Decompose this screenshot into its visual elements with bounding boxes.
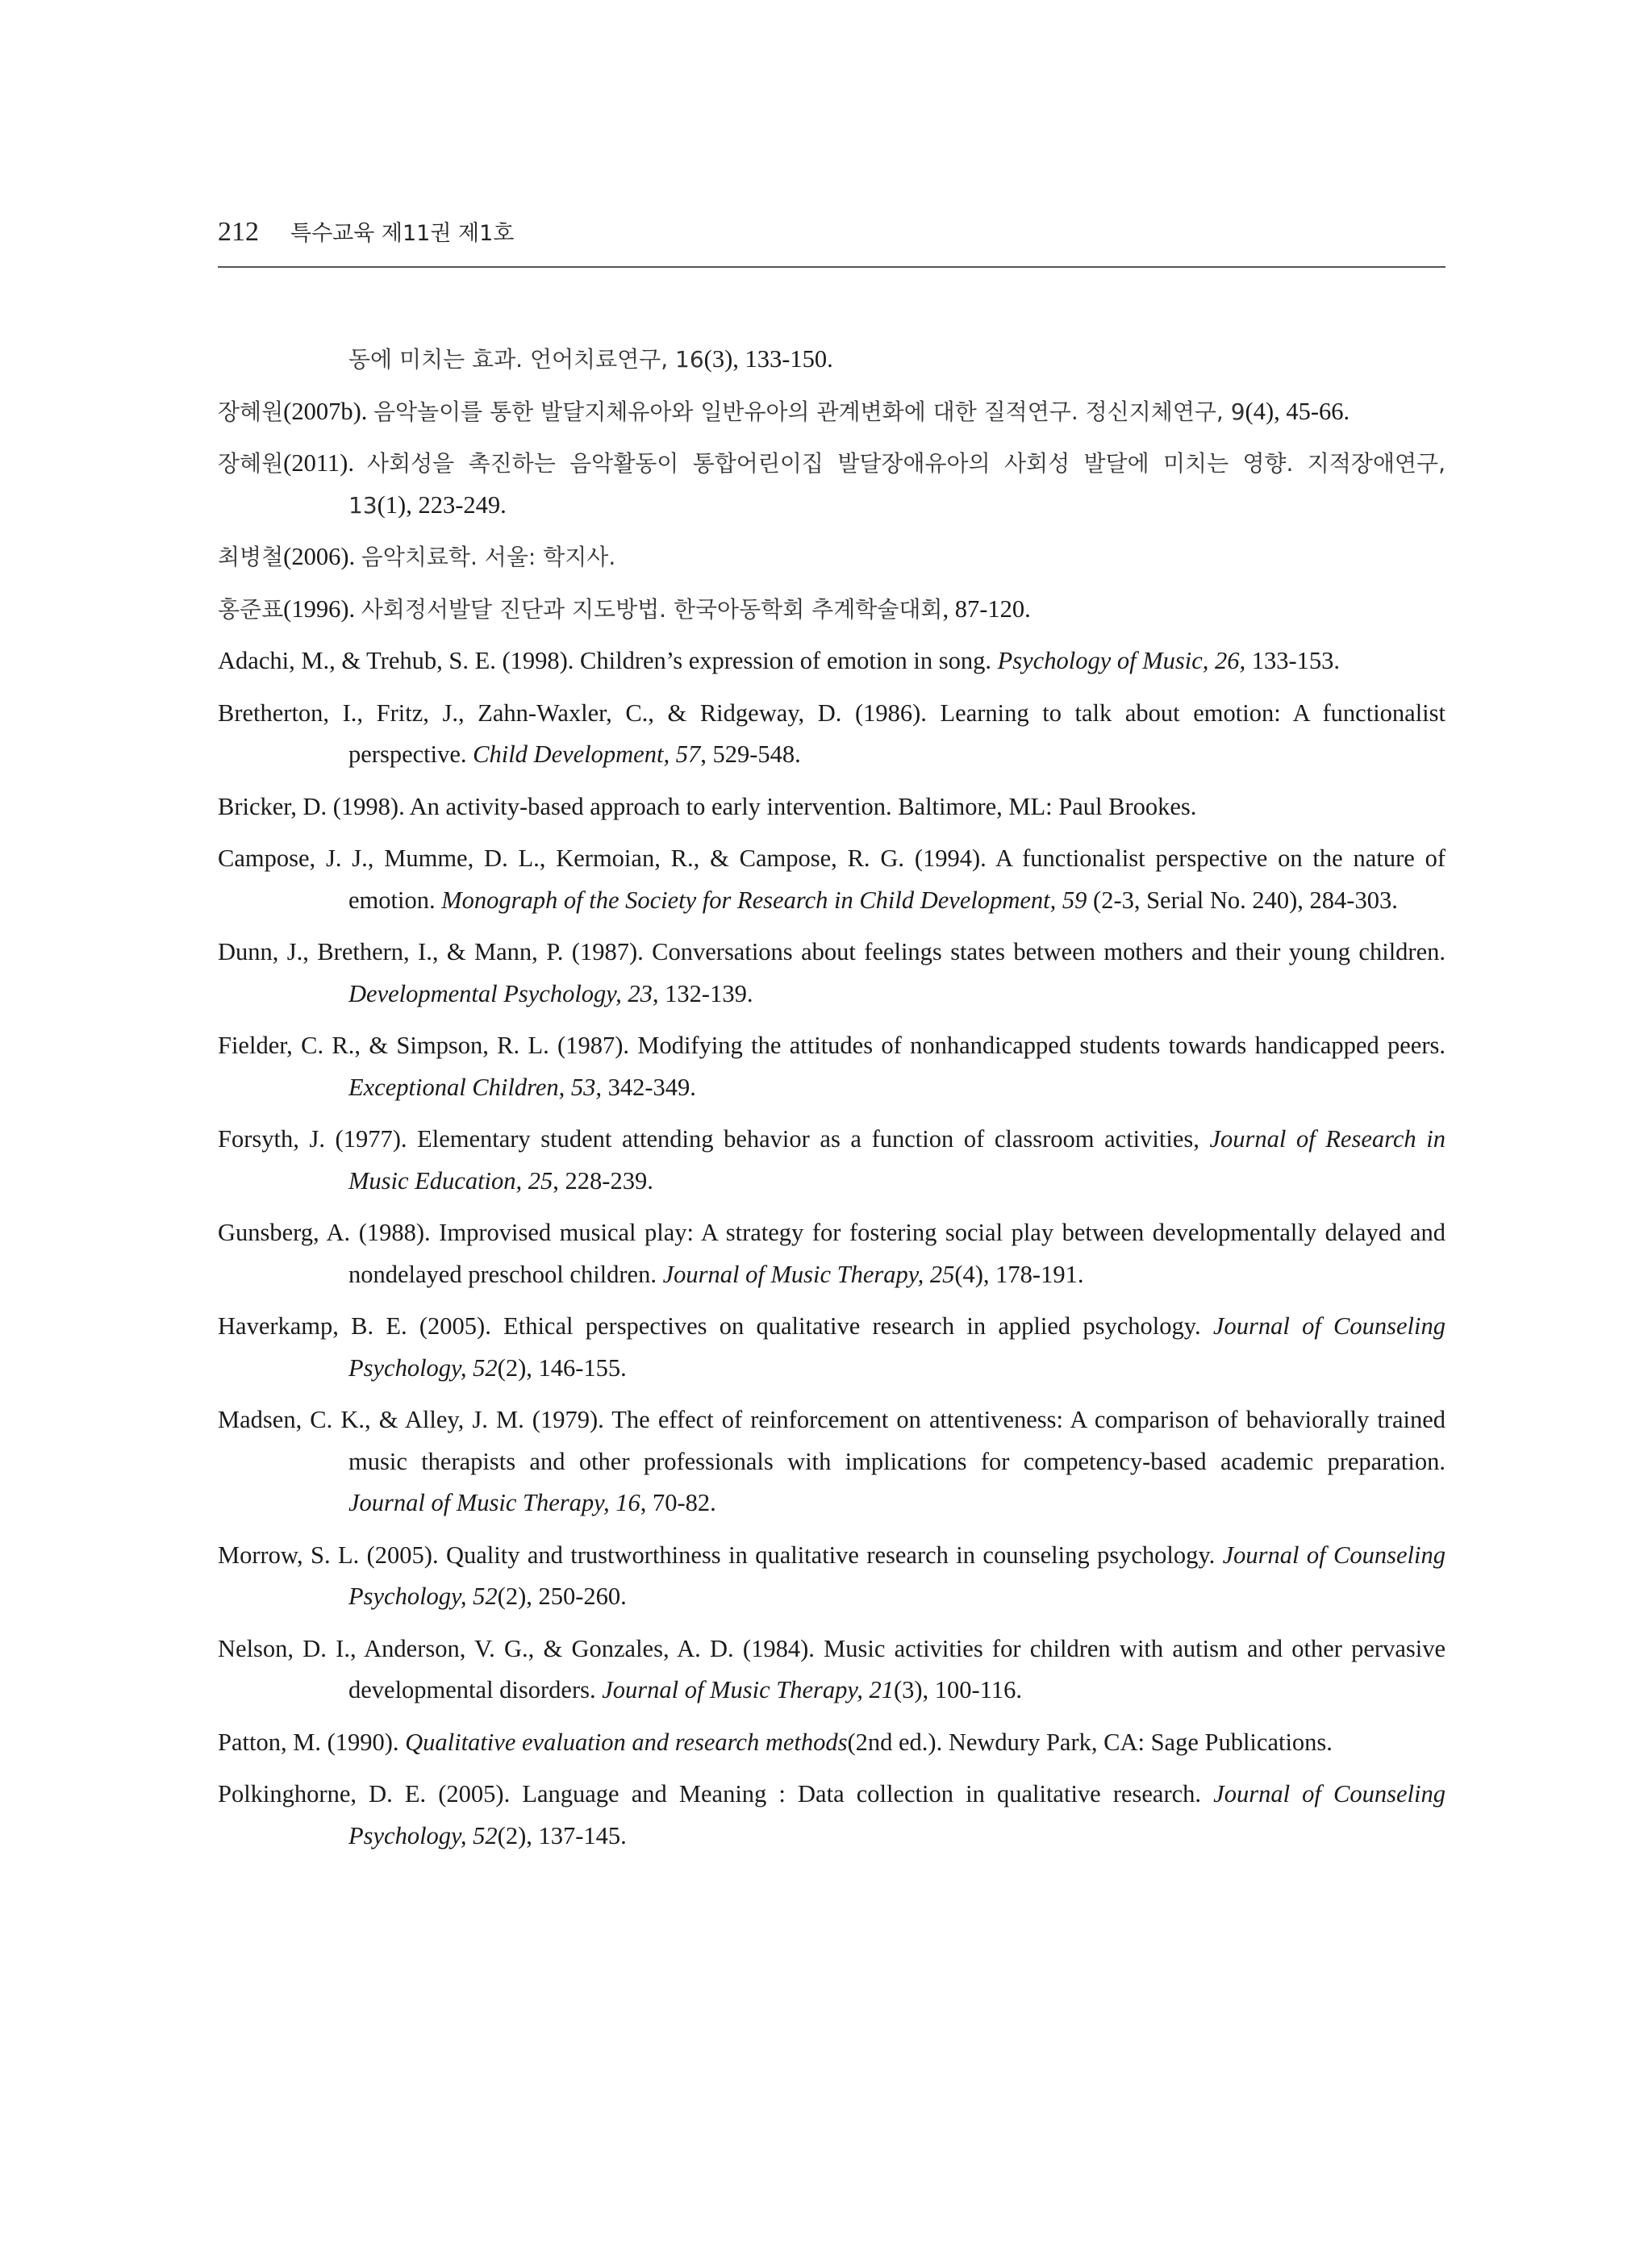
reference-entry — [218, 1722, 1446, 1764]
page-number: 212 — [218, 217, 259, 247]
reference-text: (1996). — [283, 594, 361, 623]
reference-text: (2), 137-145. — [497, 1821, 627, 1849]
reference-text: (3), 100-116. — [893, 1676, 1022, 1703]
reference-source-title: Journal of Counseling Psychology, 52 — [348, 1541, 1446, 1610]
reference-text: 최병철 — [218, 544, 284, 570]
reference-text: , 529-548. — [700, 740, 801, 768]
reference-source-title: Journal of Music Therapy, 25 — [662, 1260, 955, 1288]
reference-text: (2007b). — [283, 397, 373, 425]
reference-text: Polkinghorne, D. E. (2005). Language and Meaning : Data collection in qualitative research. — [218, 1780, 1214, 1808]
reference-text: (2006). — [283, 543, 361, 570]
reference-text: , 228-239. — [553, 1166, 653, 1195]
reference-entry — [218, 1774, 1446, 1857]
reference-entry — [218, 693, 1446, 776]
reference-text: Bricker, D. (1998). An activity-based approach to early intervention. Baltimore, ML: Paul Brookes. — [218, 792, 1197, 820]
reference-text: 홍준표 — [218, 595, 284, 623]
reference-source-title: Developmental Psychology, 23, — [348, 979, 659, 1007]
reference-source-title: Journal of Counseling Psychology, 52 — [348, 1312, 1446, 1382]
reference-source-title: Journal of Music Therapy, 21 — [602, 1676, 894, 1703]
journal-running-title: 특수교육 제11권 제1호 — [290, 221, 515, 246]
reference-text: (2-3, Serial No. 240), 284-303. — [1087, 886, 1398, 914]
reference-source-title: Child Development, 57 — [473, 740, 701, 768]
reference-entry — [218, 1025, 1446, 1108]
reference-list — [218, 339, 1446, 1867]
reference-entry — [218, 1535, 1446, 1618]
reference-text: 음악치료학. 서울: 학지사. — [361, 544, 616, 570]
reference-text: Haverkamp, B. E. (2005). Ethical perspectives on qualitative research in applied psychology. — [218, 1312, 1213, 1340]
reference-text: Gunsberg, A. (1988). Improvised musical play: A strategy for fostering social play between developmentally delayed and nondelayed preschool children. — [218, 1219, 1446, 1288]
reference-source-title: Monograph of the Society for Research in Child Development, 59 — [441, 886, 1087, 914]
reference-text: 장혜원 — [218, 398, 284, 425]
reference-entry — [218, 1306, 1446, 1389]
reference-text: 동에 미치는 효과. 언어치료연구, 16 — [348, 346, 704, 373]
reference-source-title: Exceptional Children, 53, — [348, 1073, 602, 1101]
reference-text: Morrow, S. L. (2005). Quality and trustworthiness in qualitative research in counseling psychology. — [218, 1541, 1223, 1569]
reference-text: Patton, M. (1990). — [218, 1728, 406, 1756]
reference-entry — [218, 339, 1446, 381]
reference-text: 음악놀이를 통한 발달지체유아와 일반유아의 관계변화에 대한 질적연구. 정신지체연구, 9 — [373, 398, 1245, 425]
reference-source-title: Journal of Music Therapy, 16 — [348, 1489, 640, 1516]
reference-text: Nelson, D. I., Anderson, V. G., & Gonzales, A. D. (1984). Music activities for children with autism and other pervasive developmental disorders. — [218, 1634, 1446, 1703]
reference-text: 133-153. — [1245, 647, 1341, 674]
reference-entry — [218, 1628, 1446, 1712]
reference-source-title: Psychology of Music, 26, — [997, 647, 1246, 674]
reference-source-title: Journal of Research in Music Education, 25 — [348, 1125, 1446, 1195]
reference-text: Forsyth, J. (1977). Elementary student attending behavior as a function of classroom activities, — [218, 1125, 1210, 1153]
reference-text: (2011). — [283, 449, 368, 477]
reference-entry — [218, 640, 1446, 682]
reference-text: 사회정서발달 진단과 지도방법. 한국아동학회 추계학술대회 — [361, 595, 943, 623]
reference-text: 장혜원 — [218, 450, 284, 477]
reference-text: Campose, J. J., Mumme, D. L., Kermoian, R., & Campose, R. G. (1994). A functionalist perspective on the nature of emotion. — [218, 844, 1446, 914]
reference-source-title: Journal of Counseling Psychology, 52 — [348, 1780, 1446, 1849]
reference-entry — [218, 1212, 1446, 1295]
reference-entry — [218, 589, 1446, 631]
reference-entry — [218, 536, 1446, 578]
reference-text: (4), 178-191. — [954, 1260, 1084, 1288]
reference-text: 342-349. — [601, 1073, 696, 1101]
reference-entry — [218, 1399, 1446, 1524]
reference-text: 132-139. — [658, 979, 753, 1007]
reference-text: , 87-120. — [942, 594, 1031, 623]
reference-text: Fielder, C. R., & Simpson, R. L. (1987). Modifying the attitudes of nonhandicapped students towards handicapped peers. — [218, 1032, 1446, 1059]
reference-entry — [218, 932, 1446, 1015]
reference-text: (4), 45-66. — [1245, 397, 1350, 425]
reference-entry — [218, 443, 1446, 526]
reference-text: (3), 133-150. — [703, 345, 833, 373]
reference-text: (2nd ed.). Newdury Park, CA: Sage Publications. — [847, 1728, 1333, 1756]
reference-text: (2), 250-260. — [497, 1582, 627, 1610]
reference-text: (2), 146-155. — [497, 1353, 627, 1382]
reference-text: (1), 223-249. — [377, 490, 507, 519]
reference-text: Dunn, J., Brethern, I., & Mann, P. (1987). Conversations about feelings states between mothers and their young children. — [218, 938, 1446, 965]
reference-text: Madsen, C. K., & Alley, J. M. (1979). The effect of reinforcement on attentiveness: A comparison of behaviorally trained music therapists and other professionals with implications for competency-based academic preparation. — [218, 1406, 1446, 1475]
reference-text: Bretherton, I., Fritz, J., Zahn-Waxler, C., & Ridgeway, D. (1986). Learning to talk about emotion: A functionalist perspective. — [218, 698, 1446, 768]
reference-source-title: Qualitative evaluation and research methods — [405, 1728, 848, 1756]
reference-text: Adachi, M., & Trehub, S. E. (1998). Children’s expression of emotion in song. — [218, 647, 998, 674]
reference-text: , 70-82. — [640, 1489, 716, 1516]
reference-entry — [218, 391, 1446, 433]
reference-entry — [218, 786, 1446, 828]
reference-entry — [218, 838, 1446, 921]
reference-entry — [218, 1119, 1446, 1202]
page-header — [218, 216, 1446, 268]
reference-text: 사회성을 촉진하는 음악활동이 통합어린이집 발달장애유아의 사회성 발달에 미치는 영향. 지적장애연구, 13 — [348, 450, 1446, 519]
